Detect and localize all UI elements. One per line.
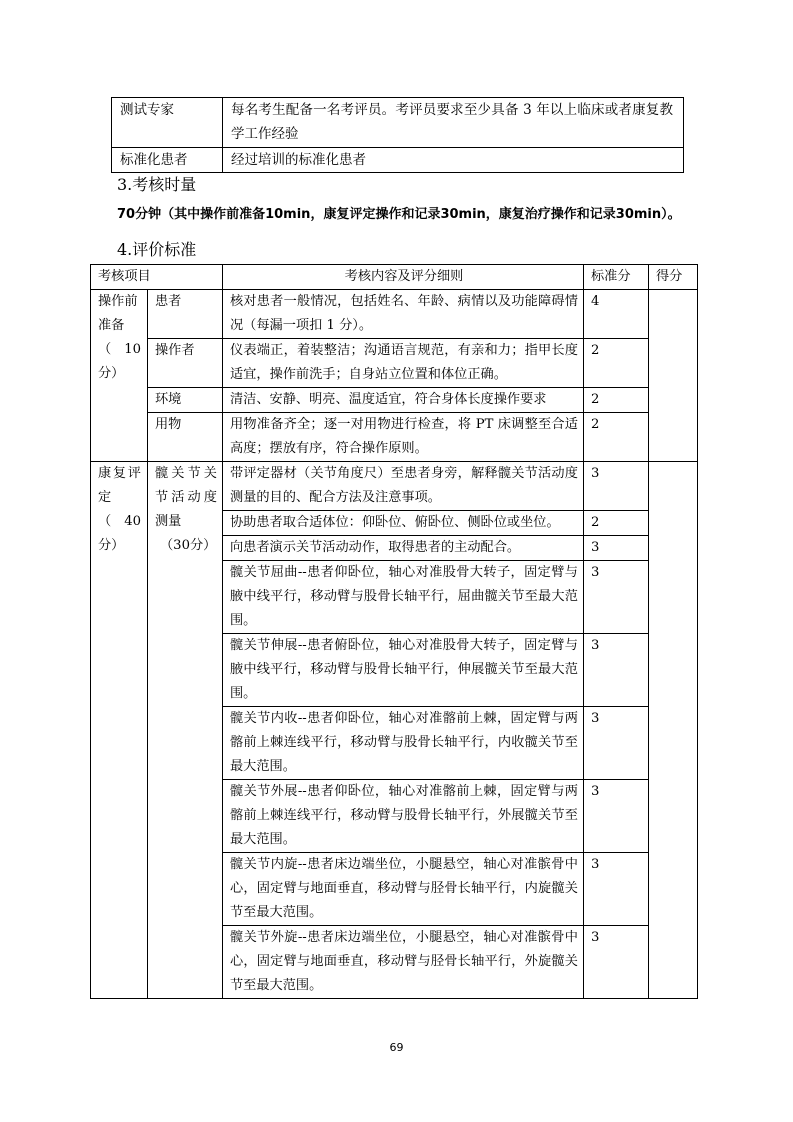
points-cell: 3 [584, 926, 649, 999]
subcategory-cell: 环境 [148, 388, 223, 413]
category-line: （ 10 [98, 342, 141, 357]
table-row [91, 462, 698, 511]
category-line: （ 40 [98, 514, 141, 529]
header-standard: 标准分 [584, 265, 649, 290]
content-cell: 仪表端正，着装整洁；沟通语言规范，有亲和力；指甲长度适宜，操作前洗手；自身站立位置和体位正确。 [223, 339, 584, 388]
table-row [91, 339, 698, 388]
category-line: 分） [98, 538, 125, 553]
info-row [112, 98, 684, 148]
content-cell: 髋关节内旋--患者床边端坐位，小腿悬空，轴心对准髌骨中心，固定臂与地面垂直，移动臂与胫骨长轴平行，内旋髋关节至最大范围。 [223, 853, 584, 926]
score-cell [649, 462, 698, 999]
points-cell: 2 [584, 413, 649, 462]
header-item: 考核项目 [91, 265, 223, 290]
points-cell: 2 [584, 511, 649, 536]
points-cell: 3 [584, 853, 649, 926]
points-cell: 4 [584, 290, 649, 339]
content-cell: 髋关节伸展--患者俯卧位，轴心对准股骨大转子，固定臂与腋中线平行，移动臂与股骨长轴平行，伸展髋关节至最大范围。 [223, 634, 584, 707]
content-cell: 清洁、安静、明亮、温度适宜，符合身体长度操作要求 [223, 388, 584, 413]
content-cell: 髋关节屈曲--患者仰卧位，轴心对准股骨大转子，固定臂与腋中线平行，移动臂与股骨长轴平行，屈曲髋关节至最大范围。 [223, 561, 584, 634]
table-header-row [91, 265, 698, 290]
category-line: 准备 [98, 318, 125, 333]
category-cell [91, 290, 148, 462]
score-cell [649, 290, 698, 462]
content-cell: 协助患者取合适体位：仰卧位、俯卧位、侧卧位或坐位。 [223, 511, 584, 536]
subcategory-cell [148, 462, 223, 999]
points-cell: 3 [584, 707, 649, 780]
content-cell: 带评定器材（关节角度尺）至患者身旁，解释髋关节活动度测量的目的、配合方法及注意事项。 [223, 462, 584, 511]
criteria-heading: 4.评价标准 [117, 240, 197, 259]
duration-heading: 3.考核时量 [117, 175, 197, 194]
points-cell: 3 [584, 634, 649, 707]
criteria-table [90, 264, 698, 999]
table-row [91, 290, 698, 339]
content-cell: 髋关节内收--患者仰卧位，轴心对准髂前上棘，固定臂与两髂前上棘连线平行，移动臂与股骨长轴平行，内收髋关节至最大范围。 [223, 707, 584, 780]
points-cell: 3 [584, 536, 649, 561]
points-cell: 3 [584, 561, 649, 634]
info-label: 标准化患者 [112, 148, 223, 173]
header-score: 得分 [649, 265, 698, 290]
category-cell [91, 462, 148, 999]
content-cell: 向患者演示关节活动动作，取得患者的主动配合。 [223, 536, 584, 561]
table-row [91, 413, 698, 462]
points-cell: 2 [584, 339, 649, 388]
subcategory-cell: 操作者 [148, 339, 223, 388]
content-cell: 核对患者一般情况，包括姓名、年龄、病情以及功能障碍情况（每漏一项扣 1 分）。 [223, 290, 584, 339]
info-table [111, 97, 684, 173]
content-cell: 用物准备齐全；逐一对用物进行检查，将 PT 床调整至合适高度；摆放有序，符合操作原则。 [223, 413, 584, 462]
content-cell: 髋关节外展--患者仰卧位，轴心对准髂前上棘，固定臂与两髂前上棘连线平行，移动臂与股骨长轴平行，外展髋关节至最大范围。 [223, 780, 584, 853]
subcategory-cell: 患者 [148, 290, 223, 339]
duration-text: 70分钟（其中操作前准备10min，康复评定操作和记录30min，康复治疗操作和记录30min）。 [117, 207, 681, 222]
category-line: 定 [98, 490, 112, 505]
info-value: 每名考生配备一名考评员。考评员要求至少具备 3 年以上临床或者康复教学工作经验 [223, 98, 684, 148]
subcategory-line: 测量 [155, 514, 182, 529]
info-row [112, 148, 684, 173]
info-value: 经过培训的标准化患者 [223, 148, 684, 173]
subcategory-line: （30分） [160, 538, 217, 553]
category-line: 操作前 [98, 294, 138, 309]
subcategory-line: 节活动度 [155, 490, 217, 505]
info-label: 测试专家 [112, 98, 223, 148]
points-cell: 3 [584, 462, 649, 511]
points-cell: 3 [584, 780, 649, 853]
category-line: 分） [98, 366, 125, 381]
points-cell: 2 [584, 388, 649, 413]
subcategory-line: 髋关节关 [155, 466, 217, 481]
category-line: 康复评 [98, 466, 141, 481]
page-number: 69 [389, 1041, 404, 1054]
header-content: 考核内容及评分细则 [223, 265, 584, 290]
subcategory-cell: 用物 [148, 413, 223, 462]
table-row [91, 388, 698, 413]
content-cell: 髋关节外旋--患者床边端坐位，小腿悬空，轴心对准髌骨中心，固定臂与地面垂直，移动臂与胫骨长轴平行，外旋髋关节至最大范围。 [223, 926, 584, 999]
